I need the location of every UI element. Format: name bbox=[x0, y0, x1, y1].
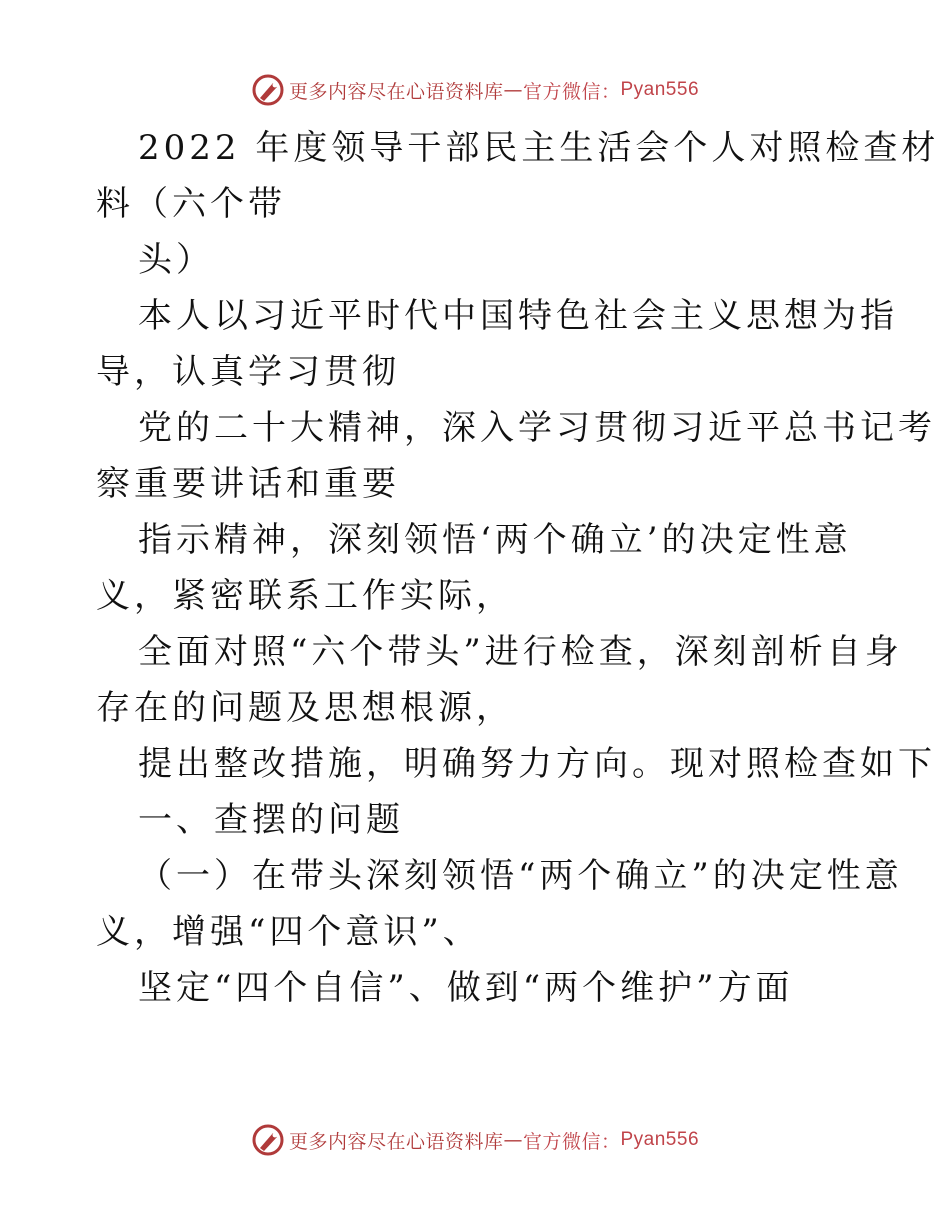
footer-watermark-banner bbox=[0, 1120, 950, 1160]
doc-paragraph-line: 义，增强“四个意识”、 bbox=[96, 912, 481, 952]
banner-wechat-label: 官方微信： bbox=[522, 80, 621, 103]
doc-paragraph-line: 坚定“四个自信”、做到“两个维护”方面 bbox=[138, 968, 794, 1008]
pen-logo-icon bbox=[251, 73, 285, 107]
doc-title-line-2: 料（六个带 bbox=[96, 184, 286, 224]
doc-subsection-heading: （一）在带头深刻领悟“两个确立”的决定性意 bbox=[138, 856, 903, 896]
banner-wechat-id: Pyan556 bbox=[620, 1129, 700, 1150]
banner-text: 更多内容尽在心语资料库 bbox=[288, 80, 504, 103]
header-watermark-banner bbox=[0, 70, 950, 110]
doc-paragraph-line: 本人以习近平时代中国特色社会主义思想为指 bbox=[138, 296, 898, 336]
doc-paragraph-line: 指示精神，深刻领悟‘两个确立’的决定性意 bbox=[138, 520, 852, 560]
banner-wechat-id: Pyan556 bbox=[620, 79, 700, 100]
banner-separator: — bbox=[503, 79, 523, 101]
banner-wechat-label: 官方微信： bbox=[522, 1130, 621, 1153]
doc-paragraph-line: 义，紧密联系工作实际， bbox=[96, 576, 514, 616]
doc-paragraph-line: 察重要讲话和重要 bbox=[96, 464, 400, 504]
pen-logo-icon bbox=[251, 1123, 285, 1157]
doc-paragraph-line: 党的二十大精神，深入学习贯彻习近平总书记考 bbox=[138, 408, 936, 448]
banner-separator: — bbox=[503, 1129, 523, 1151]
doc-paragraph-line: 导，认真学习贯彻 bbox=[96, 352, 400, 392]
document-body bbox=[96, 120, 940, 1016]
doc-title-line-1: 2022 年度领导干部民主生活会个人对照检查材 bbox=[138, 128, 940, 168]
doc-title-line-3: 头） bbox=[138, 240, 214, 280]
doc-paragraph-line: 提出整改措施，明确努力方向。现对照检查如下 bbox=[138, 744, 936, 784]
doc-section-heading: 一、查摆的问题 bbox=[138, 800, 404, 840]
banner-text: 更多内容尽在心语资料库 bbox=[288, 1130, 504, 1153]
doc-paragraph-line: 全面对照“六个带头”进行检查，深刻剖析自身 bbox=[138, 632, 903, 672]
doc-paragraph-line: 存在的问题及思想根源， bbox=[96, 688, 514, 728]
